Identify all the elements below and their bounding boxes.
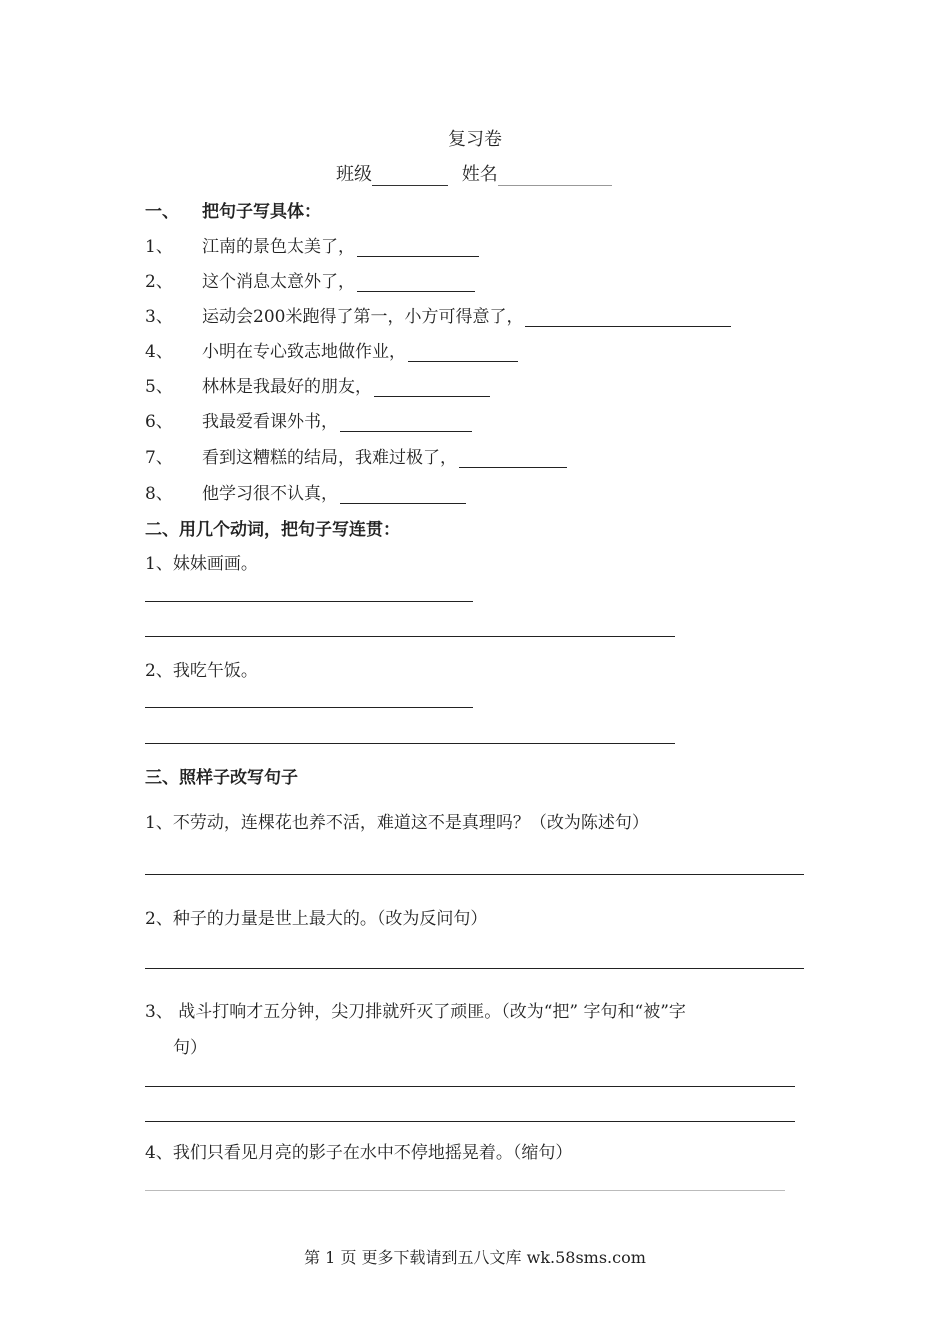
list-item (202, 479, 466, 504)
section3-question-3: 3、 战斗打响才五分钟，尖刀排就歼灭了顽匪。（改为“把” 字句和“被”字 (145, 1002, 686, 1022)
item-text: 林林是我最好的朋友， (202, 377, 372, 397)
answer-blank (340, 486, 466, 504)
item-text: 看到这糟糕的结局，我难过极了， (202, 448, 457, 468)
page-title: 复习卷 (448, 129, 502, 150)
item-number: 3、 (145, 307, 173, 327)
section3-question-1: 1、不劳动，连棵花也养不活，难道这不是真理吗？（改为陈述句） (145, 813, 649, 833)
item-number: 1、 (145, 237, 173, 257)
section3-heading: 三、照样子改写句子 (145, 768, 298, 788)
answer-line (145, 1121, 795, 1122)
answer-blank (357, 239, 479, 257)
list-item (202, 232, 479, 257)
item-text: 我最爱看课外书， (202, 412, 338, 432)
section2-question-1: 1、妹妹画画。 (145, 554, 258, 574)
class-name-line (336, 160, 612, 186)
answer-line (145, 1190, 785, 1191)
section1-heading: 把句子写具体： (202, 202, 321, 222)
item-number: 6、 (145, 412, 173, 432)
list-item (202, 372, 490, 397)
item-number: 7、 (145, 448, 173, 468)
answer-blank (340, 414, 472, 432)
section3-question-4: 4、我们只看见月亮的影子在水中不停地摇晃着。（缩句） (145, 1143, 573, 1163)
item-number: 5、 (145, 377, 173, 397)
item-text: 这个消息太意外了， (202, 272, 355, 292)
item-text: 小明在专心致志地做作业， (202, 342, 406, 362)
class-blank (372, 167, 448, 186)
item-text: 运动会200米跑得了第一，小方可得意了， (202, 307, 524, 327)
section2-question-2: 2、我吃午饭。 (145, 661, 258, 681)
page-footer: 第 1 页 更多下载请到五八文库 wk.58sms.com (304, 1248, 646, 1267)
list-item (202, 302, 731, 327)
list-item (202, 443, 567, 468)
list-item (202, 407, 472, 432)
item-text: 江南的景色太美了， (202, 237, 355, 257)
answer-blank (408, 344, 518, 362)
name-label: 姓名 (461, 164, 498, 185)
section3-question-3-cont: 句） (173, 1038, 207, 1058)
item-text: 他学习很不认真， (202, 484, 338, 504)
item-number: 2、 (145, 272, 173, 292)
answer-line (145, 636, 675, 637)
answer-blank (357, 274, 475, 292)
answer-line (145, 874, 804, 875)
item-number: 8、 (145, 484, 173, 504)
answer-blank (374, 379, 490, 397)
answer-blank (525, 309, 731, 327)
name-blank (498, 167, 612, 186)
answer-blank (459, 450, 567, 468)
section1-number: 一、 (145, 202, 179, 222)
answer-line (145, 707, 473, 708)
answer-line (145, 968, 804, 969)
class-label: 班级 (336, 164, 372, 185)
list-item (202, 267, 475, 292)
answer-line (145, 1086, 795, 1087)
item-number: 4、 (145, 342, 173, 362)
list-item (202, 337, 518, 362)
section2-heading: 二、用几个动词，把句子写连贯： (145, 520, 400, 540)
section3-question-2: 2、种子的力量是世上最大的。（改为反问句） (145, 909, 488, 929)
answer-line (145, 601, 473, 602)
answer-line (145, 743, 675, 744)
